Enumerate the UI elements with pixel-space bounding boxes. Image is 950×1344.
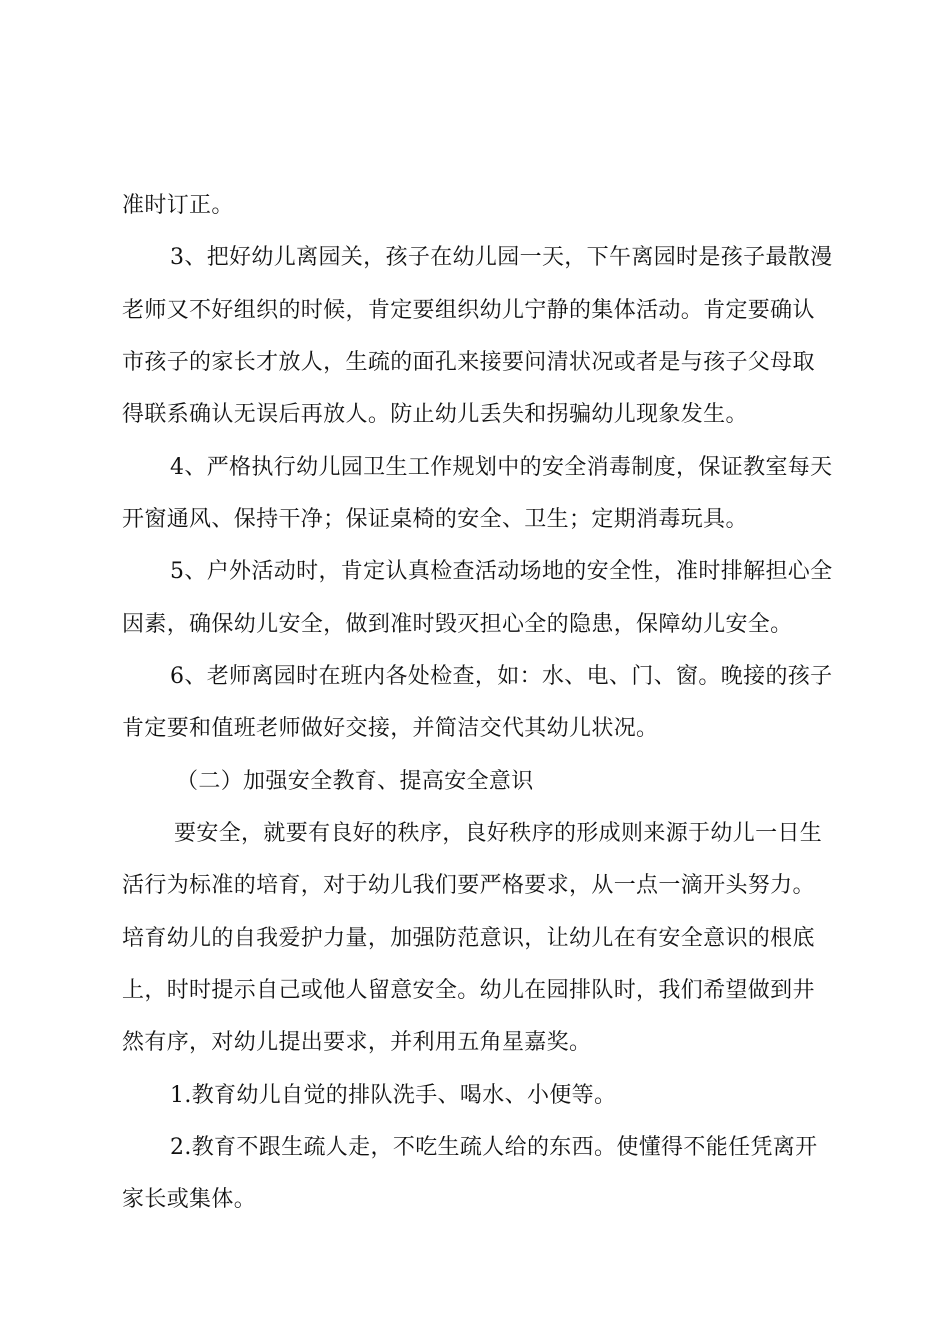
list-item-2: 2.教育不跟生疏人走，不吃生疏人给的东西。使懂得不能任凭离开: [170, 1135, 818, 1160]
text-line-3: 老师又不好组织的时候，肯定要组织幼儿宁静的集体活动。肯定要确认: [122, 298, 815, 323]
text-line-14: 活行为标准的培育，对于幼儿我们要严格要求，从一点一滴开头努力。: [122, 873, 815, 898]
text-line-11: 肯定要和值班老师做好交接，并简洁交代其幼儿状况。: [122, 716, 659, 741]
text-line-4: 市孩子的家长才放人，生疏的面孔来接要问清状况或者是与孩子父母取: [122, 350, 815, 375]
text-line-2: 3、把好幼儿离园关，孩子在幼儿园一天，下午离园时是孩子最散漫: [170, 245, 833, 270]
text-line-13: 要安全，就要有良好的秩序，良好秩序的形成则来源于幼儿一日生: [174, 821, 823, 846]
text-line-16: 上，时时提示自己或他人留意安全。幼儿在园排队时，我们希望做到井: [122, 978, 815, 1003]
text-line-5: 得联系确认无误后再放人。防止幼儿丢失和拐骗幼儿现象发生。: [122, 402, 748, 427]
text-line-8: 5、户外活动时，肯定认真检查活动场地的安全性，准时排解担心全: [170, 559, 833, 584]
text-line-6: 4、严格执行幼儿园卫生工作规划中的安全消毒制度，保证教室每天: [170, 455, 833, 480]
section-heading: （二）加强安全教育、提高安全意识: [176, 769, 534, 794]
text-line-15: 培育幼儿的自我爱护力量，加强防范意识，让幼儿在有安全意识的根底: [122, 926, 815, 951]
list-item-1: 1.教育幼儿自觉的排队洗手、喝水、小便等。: [170, 1083, 617, 1108]
text-line-17: 然有序，对幼儿提出要求，并利用五角星嘉奖。: [122, 1030, 592, 1055]
text-line-9: 因素，确保幼儿安全，做到准时毁灭担心全的隐患，保障幼儿安全。: [122, 612, 793, 637]
text-line-7: 开窗通风、保持干净；保证桌椅的安全、卫生；定期消毒玩具。: [122, 507, 748, 532]
text-line-20: 家长或集体。: [122, 1187, 257, 1212]
text-line-1: 准时订正。: [122, 193, 234, 218]
text-line-10: 6、老师离园时在班内各处检查，如：水、电、门、窗。晚接的孩子: [170, 664, 833, 689]
